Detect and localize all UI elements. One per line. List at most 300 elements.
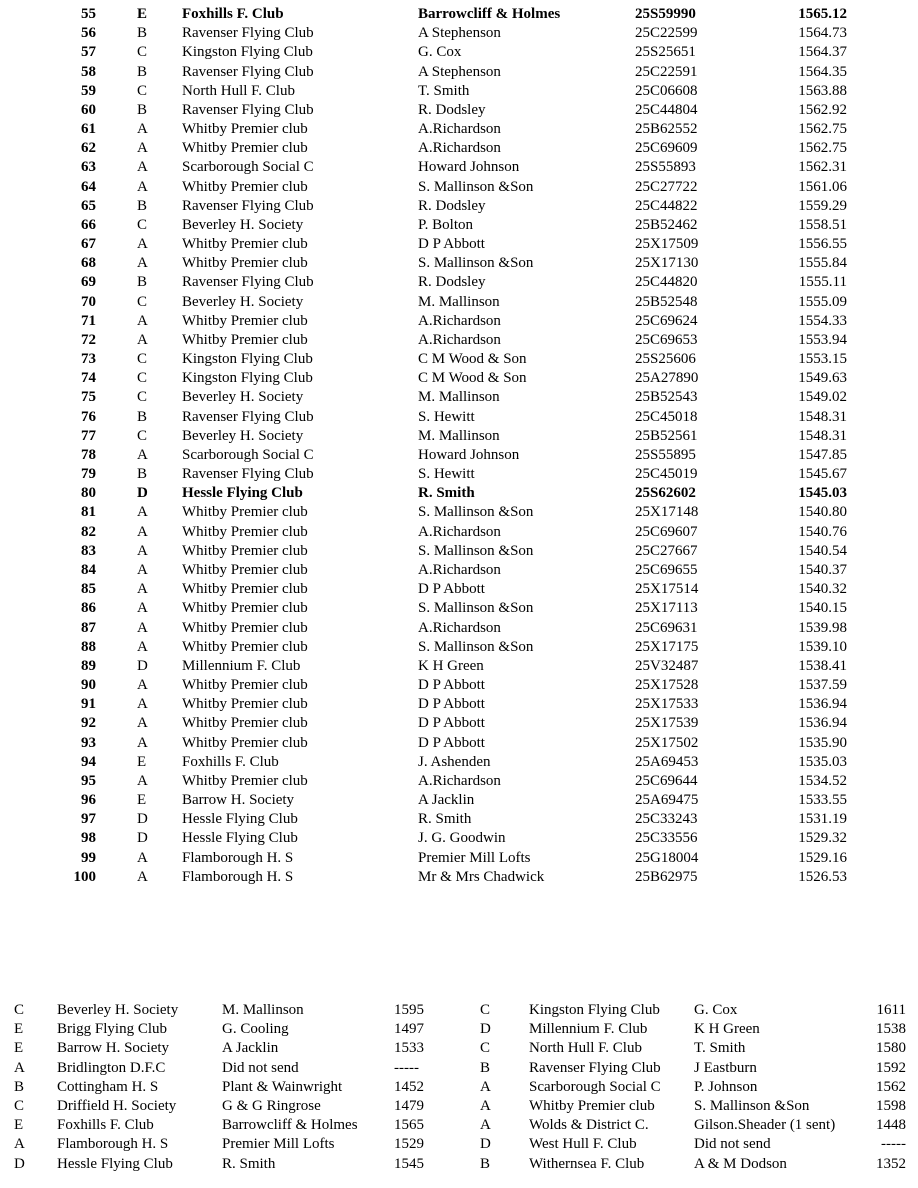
right-fancier: T. Smith — [694, 1040, 746, 1057]
section: C — [137, 44, 148, 61]
fancier-name: A.Richardson — [418, 331, 501, 348]
section: B — [137, 466, 148, 483]
section: B — [137, 408, 148, 425]
right-fancier: G. Cox — [694, 1002, 738, 1018]
section: A — [137, 255, 148, 272]
club-name: Kingston Flying Club — [182, 351, 313, 368]
section: A — [137, 734, 148, 751]
velocity: 1536.94 — [798, 715, 847, 732]
ring-number: 25C33243 — [635, 811, 698, 828]
club-name: Whitby Premier club — [182, 523, 308, 540]
position: 75 — [81, 389, 96, 406]
right-score: 1611 — [876, 1002, 906, 1018]
right-section: D — [480, 1021, 491, 1038]
left-fancier: A Jacklin — [222, 1040, 279, 1057]
section: A — [137, 715, 148, 732]
velocity: 1540.76 — [798, 523, 847, 540]
fancier-name: M. Mallinson — [418, 427, 500, 444]
left-score: 1533 — [394, 1040, 424, 1057]
position: 79 — [81, 466, 96, 483]
velocity: 1554.33 — [798, 312, 847, 329]
left-score: 1545 — [394, 1155, 424, 1172]
ring-number: 25G18004 — [635, 849, 699, 866]
fancier-name: J. Ashenden — [418, 753, 491, 770]
right-club: Whitby Premier club — [529, 1097, 655, 1114]
club-name: Whitby Premier club — [182, 255, 308, 272]
left-club: Driffield H. Society — [57, 1097, 177, 1114]
position: 91 — [81, 696, 96, 713]
result-row — [0, 408, 918, 427]
velocity: 1548.31 — [798, 427, 847, 444]
ring-number: 25X17528 — [635, 677, 699, 694]
section: A — [137, 868, 148, 885]
section: D — [137, 657, 148, 674]
result-row — [0, 599, 918, 618]
result-row — [0, 849, 918, 868]
velocity: 1534.52 — [798, 772, 847, 789]
summary-row — [0, 1116, 918, 1135]
ring-number: 25X17113 — [635, 600, 698, 617]
club-name: Whitby Premier club — [182, 772, 308, 789]
result-row — [0, 273, 918, 292]
right-section: C — [480, 1002, 491, 1018]
velocity: 1540.15 — [798, 600, 847, 617]
position: 94 — [81, 753, 96, 770]
velocity: 1535.03 — [798, 753, 847, 770]
ring-number: 25C44804 — [635, 101, 698, 118]
section: A — [137, 312, 148, 329]
result-row — [0, 714, 918, 733]
right-score: 1538 — [876, 1021, 906, 1038]
ring-number: 25B62552 — [635, 121, 698, 138]
club-name: Flamborough H. S — [182, 849, 294, 866]
right-club: Wolds & District C. — [529, 1117, 649, 1134]
section: C — [137, 351, 148, 368]
velocity: 1561.06 — [798, 178, 847, 195]
ring-number: 25B52543 — [635, 389, 698, 406]
velocity: 1563.88 — [798, 82, 847, 99]
result-row — [0, 791, 918, 810]
fancier-name: S. Mallinson &Son — [418, 542, 534, 559]
fancier-name: R. Dodsley — [418, 101, 486, 118]
section: C — [137, 389, 148, 406]
velocity: 1553.94 — [798, 331, 847, 348]
section: B — [137, 101, 148, 118]
left-club: Brigg Flying Club — [57, 1021, 168, 1038]
velocity: 1553.15 — [798, 351, 847, 368]
club-name: Kingston Flying Club — [182, 44, 313, 61]
right-club: West Hull F. Club — [529, 1136, 637, 1153]
ring-number: 25C69655 — [635, 561, 698, 578]
fancier-name: D P Abbott — [418, 696, 485, 713]
club-name: Ravenser Flying Club — [182, 25, 314, 42]
position: 68 — [81, 255, 96, 272]
ring-number: 25S25651 — [635, 44, 696, 61]
result-row — [0, 216, 918, 235]
summary-row — [0, 1039, 918, 1058]
section: E — [137, 792, 147, 809]
club-name: Foxhills F. Club — [182, 6, 284, 22]
section: A — [137, 331, 148, 348]
summary-row — [0, 1135, 918, 1154]
position: 66 — [81, 216, 96, 233]
left-section: B — [14, 1078, 25, 1095]
ring-number: 25S55893 — [635, 159, 696, 176]
velocity: 1556.55 — [798, 236, 847, 253]
fancier-name: A.Richardson — [418, 772, 501, 789]
result-row — [0, 542, 918, 561]
velocity: 1562.92 — [798, 101, 847, 118]
velocity: 1564.37 — [798, 44, 847, 61]
fancier-name: P. Bolton — [418, 216, 474, 233]
right-score: 1592 — [876, 1059, 906, 1076]
right-section: D — [480, 1136, 491, 1153]
fancier-name: A.Richardson — [418, 312, 501, 329]
summary-row — [0, 1059, 918, 1078]
right-score: 1598 — [876, 1097, 906, 1114]
summary-row — [0, 1020, 918, 1039]
summary-row — [0, 1001, 918, 1020]
fancier-name: R. Dodsley — [418, 197, 486, 214]
velocity: 1545.67 — [798, 466, 847, 483]
velocity: 1564.73 — [798, 25, 847, 42]
fancier-name: A.Richardson — [418, 619, 501, 636]
club-name: Whitby Premier club — [182, 140, 308, 157]
section: B — [137, 197, 148, 214]
club-name: Millennium F. Club — [182, 657, 301, 674]
result-row — [0, 465, 918, 484]
ring-number: 25C44820 — [635, 274, 698, 291]
fancier-name: D P Abbott — [418, 715, 485, 732]
section: A — [137, 504, 148, 521]
velocity: 1540.32 — [798, 581, 847, 598]
ring-number: 25C27722 — [635, 178, 698, 195]
position: 63 — [81, 159, 96, 176]
section: D — [137, 830, 148, 847]
club-name: Whitby Premier club — [182, 236, 308, 253]
fancier-name: J. G. Goodwin — [418, 830, 506, 847]
result-row — [0, 350, 918, 369]
velocity: 1531.19 — [798, 811, 847, 828]
right-fancier: K H Green — [694, 1021, 760, 1038]
ring-number: 25C44822 — [635, 197, 698, 214]
left-score: ----- — [394, 1059, 419, 1076]
ring-number: 25C06608 — [635, 82, 698, 99]
velocity: 1562.31 — [798, 159, 847, 176]
velocity: 1536.94 — [798, 696, 847, 713]
club-name: Whitby Premier club — [182, 561, 308, 578]
velocity: 1564.35 — [798, 63, 847, 80]
result-row — [0, 158, 918, 177]
result-row — [0, 197, 918, 216]
right-club: Ravenser Flying Club — [529, 1059, 661, 1076]
velocity: 1537.59 — [798, 677, 847, 694]
velocity: 1538.41 — [798, 657, 847, 674]
section: A — [137, 542, 148, 559]
position: 97 — [81, 811, 96, 828]
position: 73 — [81, 351, 96, 368]
club-name: Whitby Premier club — [182, 178, 308, 195]
position: 84 — [81, 561, 96, 578]
ring-number: 25A69475 — [635, 792, 699, 809]
result-row — [0, 63, 918, 82]
result-row — [0, 734, 918, 753]
club-name: Whitby Premier club — [182, 504, 308, 521]
fancier-name: S. Mallinson &Son — [418, 600, 534, 617]
velocity: 1535.90 — [798, 734, 847, 751]
position: 65 — [81, 197, 96, 214]
right-club: Kingston Flying Club — [529, 1002, 660, 1018]
section: A — [137, 523, 148, 540]
fancier-name: S. Mallinson &Son — [418, 638, 534, 655]
section: E — [137, 6, 148, 22]
section: C — [137, 427, 148, 444]
left-section: C — [14, 1097, 25, 1114]
club-name: Ravenser Flying Club — [182, 274, 314, 291]
position: 60 — [81, 101, 96, 118]
right-fancier: Did not send — [694, 1136, 771, 1153]
club-name: Beverley H. Society — [182, 427, 304, 444]
result-row — [0, 772, 918, 791]
position: 56 — [81, 25, 96, 42]
left-score: 1595 — [394, 1002, 424, 1018]
position: 89 — [81, 657, 96, 674]
club-name: Whitby Premier club — [182, 734, 308, 751]
position: 85 — [81, 581, 96, 598]
position: 72 — [81, 331, 96, 348]
fancier-name: Mr & Mrs Chadwick — [418, 868, 545, 885]
club-name: Barrow H. Society — [182, 792, 295, 809]
club-name: Hessle Flying Club — [182, 811, 298, 828]
result-row — [0, 82, 918, 101]
club-name: Whitby Premier club — [182, 600, 308, 617]
result-row — [0, 503, 918, 522]
right-club: Millennium F. Club — [529, 1021, 648, 1038]
section: A — [137, 446, 148, 463]
fancier-name: Howard Johnson — [418, 159, 520, 176]
result-row — [0, 638, 918, 657]
position: 98 — [81, 830, 96, 847]
right-section: B — [480, 1059, 491, 1076]
section: A — [137, 178, 148, 195]
section: A — [137, 638, 148, 655]
left-section: E — [14, 1117, 24, 1134]
position: 83 — [81, 542, 96, 559]
left-score: 1565 — [394, 1117, 424, 1134]
club-name: Ravenser Flying Club — [182, 408, 314, 425]
position: 81 — [81, 504, 96, 521]
club-summary-table — [0, 1001, 918, 1174]
section: A — [137, 159, 148, 176]
club-name: North Hull F. Club — [182, 82, 295, 99]
club-name: Hessle Flying Club — [182, 485, 303, 502]
ring-number: 25X17539 — [635, 715, 699, 732]
fancier-name: A Stephenson — [418, 25, 501, 42]
position: 86 — [81, 600, 96, 617]
fancier-name: Barrowcliff & Holmes — [418, 6, 561, 22]
club-name: Whitby Premier club — [182, 331, 308, 348]
velocity: 1562.75 — [798, 121, 847, 138]
section: A — [137, 849, 148, 866]
left-score: 1452 — [394, 1078, 424, 1095]
result-row — [0, 178, 918, 197]
fancier-name: A.Richardson — [418, 121, 501, 138]
position: 61 — [81, 121, 96, 138]
fancier-name: S. Hewitt — [418, 408, 475, 425]
result-row — [0, 139, 918, 158]
club-name: Flamborough H. S — [182, 868, 294, 885]
position: 71 — [81, 312, 96, 329]
result-row — [0, 829, 918, 848]
position: 87 — [81, 619, 96, 636]
result-row — [0, 484, 918, 503]
velocity: 1533.55 — [798, 792, 847, 809]
velocity: 1539.10 — [798, 638, 847, 655]
left-fancier: G & G Ringrose — [222, 1097, 321, 1114]
left-score: 1497 — [394, 1021, 424, 1038]
velocity: 1548.31 — [798, 408, 847, 425]
fancier-name: S. Mallinson &Son — [418, 178, 534, 195]
summary-row — [0, 1155, 918, 1174]
ring-number: 25S62602 — [635, 485, 696, 502]
result-row — [0, 676, 918, 695]
result-row — [0, 24, 918, 43]
section: C — [137, 370, 148, 387]
club-name: Whitby Premier club — [182, 638, 308, 655]
position: 58 — [81, 63, 96, 80]
position: 69 — [81, 274, 96, 291]
summary-row — [0, 1078, 918, 1097]
right-club: Scarborough Social C — [529, 1078, 661, 1095]
fancier-name: R. Dodsley — [418, 274, 486, 291]
position: 80 — [81, 485, 96, 502]
result-row — [0, 312, 918, 331]
velocity: 1549.63 — [798, 370, 847, 387]
left-club: Beverley H. Society — [57, 1002, 179, 1018]
club-name: Whitby Premier club — [182, 715, 308, 732]
club-name: Whitby Premier club — [182, 121, 308, 138]
position: 55 — [81, 6, 96, 22]
left-section: A — [14, 1136, 25, 1153]
right-score: 1352 — [876, 1155, 906, 1172]
club-name: Kingston Flying Club — [182, 370, 313, 387]
left-section: E — [14, 1021, 24, 1038]
fancier-name: S. Mallinson &Son — [418, 504, 534, 521]
position: 78 — [81, 446, 96, 463]
velocity: 1555.84 — [798, 255, 847, 272]
result-row — [0, 254, 918, 273]
right-score: 1580 — [876, 1040, 906, 1057]
fancier-name: G. Cox — [418, 44, 462, 61]
section: C — [137, 216, 148, 233]
result-row — [0, 619, 918, 638]
ring-number: 25A27890 — [635, 370, 699, 387]
section: A — [137, 600, 148, 617]
fancier-name: R. Smith — [418, 811, 472, 828]
club-name: Whitby Premier club — [182, 619, 308, 636]
ring-number: 25C69624 — [635, 312, 698, 329]
velocity: 1555.09 — [798, 293, 847, 310]
position: 100 — [73, 868, 96, 885]
right-section: B — [480, 1155, 491, 1172]
ring-number: 25B52548 — [635, 293, 698, 310]
velocity: 1558.51 — [798, 216, 847, 233]
position: 74 — [81, 370, 96, 387]
right-fancier: A & M Dodson — [694, 1155, 787, 1172]
result-row — [0, 561, 918, 580]
result-row — [0, 120, 918, 139]
summary-row — [0, 1097, 918, 1116]
result-row — [0, 235, 918, 254]
position: 88 — [81, 638, 96, 655]
result-row — [0, 868, 918, 887]
ring-number: 25B52561 — [635, 427, 698, 444]
ring-number: 25V32487 — [635, 657, 699, 674]
section: A — [137, 236, 148, 253]
result-row — [0, 580, 918, 599]
section: A — [137, 677, 148, 694]
right-section: A — [480, 1097, 491, 1114]
velocity: 1526.53 — [798, 868, 847, 885]
result-row — [0, 388, 918, 407]
left-club: Barrow H. Society — [57, 1040, 170, 1057]
section: A — [137, 140, 148, 157]
position: 99 — [81, 849, 96, 866]
fancier-name: C M Wood & Son — [418, 370, 527, 387]
left-section: C — [14, 1002, 25, 1018]
club-name: Whitby Premier club — [182, 677, 308, 694]
position: 92 — [81, 715, 96, 732]
club-name: Whitby Premier club — [182, 696, 308, 713]
ring-number: 25C69609 — [635, 140, 698, 157]
fancier-name: A Jacklin — [418, 792, 475, 809]
right-fancier: P. Johnson — [694, 1078, 758, 1095]
left-section: D — [14, 1155, 25, 1172]
velocity: 1540.54 — [798, 542, 847, 559]
fancier-name: A.Richardson — [418, 561, 501, 578]
right-section: A — [480, 1078, 491, 1095]
right-score: ----- — [881, 1136, 906, 1153]
fancier-name: Premier Mill Lofts — [418, 849, 531, 866]
velocity: 1559.29 — [798, 197, 847, 214]
fancier-name: A Stephenson — [418, 63, 501, 80]
ring-number: 25B52462 — [635, 216, 698, 233]
velocity: 1540.37 — [798, 561, 847, 578]
section: A — [137, 561, 148, 578]
club-name: Beverley H. Society — [182, 389, 304, 406]
velocity: 1565.12 — [798, 6, 847, 22]
velocity: 1555.11 — [798, 274, 847, 291]
velocity: 1549.02 — [798, 389, 847, 406]
left-score: 1479 — [394, 1097, 424, 1114]
left-fancier: G. Cooling — [222, 1021, 289, 1038]
result-row — [0, 753, 918, 772]
fancier-name: D P Abbott — [418, 581, 485, 598]
result-row — [0, 695, 918, 714]
ring-number: 25C33556 — [635, 830, 698, 847]
ring-number: 25C45019 — [635, 466, 698, 483]
position: 62 — [81, 140, 96, 157]
club-name: Beverley H. Society — [182, 293, 304, 310]
fancier-name: A.Richardson — [418, 140, 501, 157]
ring-number: 25C69631 — [635, 619, 698, 636]
ring-number: 25S25606 — [635, 351, 696, 368]
fancier-name: Howard Johnson — [418, 446, 520, 463]
ring-number: 25C22599 — [635, 25, 698, 42]
club-name: Whitby Premier club — [182, 581, 308, 598]
position: 90 — [81, 677, 96, 694]
position: 59 — [81, 82, 96, 99]
